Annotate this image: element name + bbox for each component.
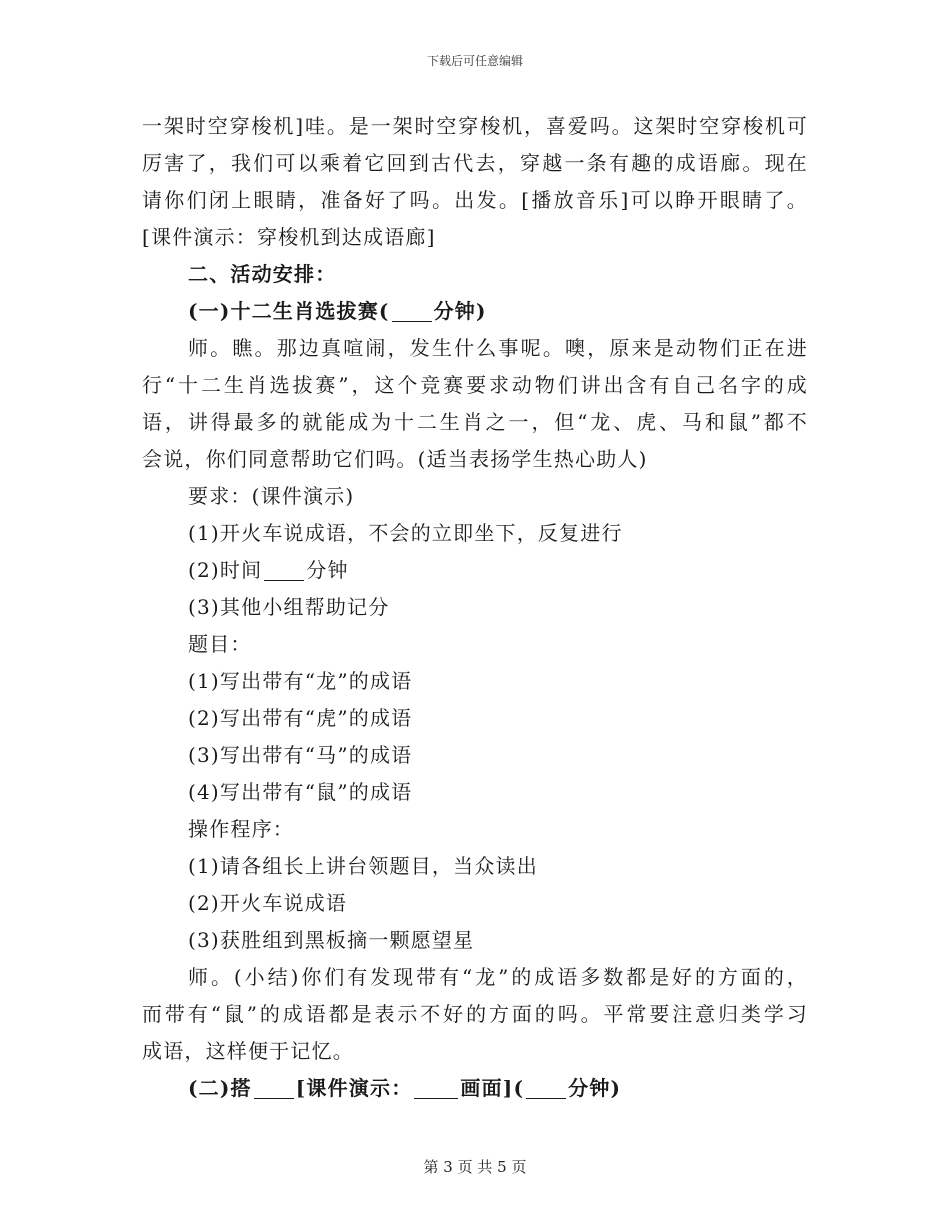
heading-text: (一)十二生肖选拔赛( bbox=[188, 299, 390, 323]
paragraph-line: 行“十二生肖选拔赛”，这个竞赛要求动物们讲出含有自己名字的成 bbox=[142, 373, 808, 397]
paragraph-line: 请你们闭上眼睛，准备好了吗。出发。[播放音乐]可以睁开眼睛了。 bbox=[142, 188, 808, 212]
paragraph-line: 会说，你们同意帮助它们吗。(适当表扬学生热心助人) bbox=[142, 447, 648, 471]
paragraph-line: 师。瞧。那边真喧闹，发生什么事呢。噢，原来是动物们正在进 bbox=[188, 336, 808, 360]
list-item: (1)请各组长上讲台领题目，当众读出 bbox=[188, 854, 538, 878]
list-item: (4)写出带有“鼠”的成语 bbox=[188, 780, 413, 804]
section-heading: 二、活动安排： bbox=[188, 262, 337, 286]
paragraph-line: 一架时空穿梭机]哇。是一架时空穿梭机，喜爱吗。这架时空穿梭机可 bbox=[142, 114, 808, 138]
list-item: (3)其他小组帮助记分 bbox=[188, 595, 390, 619]
list-item: (3)获胜组到黑板摘一颗愿望星 bbox=[188, 928, 475, 952]
list-item: (1)写出带有“龙”的成语 bbox=[188, 669, 413, 693]
list-item: (2)写出带有“虎”的成语 bbox=[188, 706, 413, 730]
paragraph-line: 成语，这样便于记忆。 bbox=[142, 1039, 354, 1063]
paragraph-line: 师。(小结)你们有发现带有“龙”的成语多数都是好的方面的， bbox=[188, 965, 808, 989]
document-body bbox=[142, 108, 808, 1107]
fill-blank bbox=[264, 558, 304, 581]
list-item-text: 分钟 bbox=[306, 558, 349, 582]
list-item: (2)开火车说成语 bbox=[188, 891, 348, 915]
paragraph-line: 而带有“鼠”的成语都是表示不好的方面的吗。平常要注意归类学习 bbox=[142, 1002, 808, 1026]
paragraph-line: 语，讲得最多的就能成为十二生肖之一，但“龙、虎、马和鼠”都不 bbox=[142, 410, 808, 434]
page-footer: 第 3 页 共 5 页 bbox=[423, 1158, 527, 1176]
subsection-heading-1 bbox=[142, 293, 808, 330]
fill-blank bbox=[414, 1076, 458, 1099]
fill-blank bbox=[254, 1076, 294, 1099]
requirements-label: 要求：(课件演示) bbox=[188, 484, 355, 508]
fill-blank bbox=[392, 299, 432, 322]
page-header: 下载后可任意编辑 bbox=[426, 54, 523, 68]
heading-text: (二)搭 bbox=[188, 1076, 252, 1100]
list-item bbox=[142, 552, 808, 589]
heading-text: 分钟) bbox=[433, 299, 487, 323]
fill-blank bbox=[526, 1076, 566, 1099]
paragraph-line: [课件演示：穿梭机到达成语廊] bbox=[142, 225, 436, 249]
paragraph-line: 厉害了，我们可以乘着它回到古代去，穿越一条有趣的成语廊。现在 bbox=[142, 151, 808, 175]
procedure-label: 操作程序： bbox=[188, 817, 294, 841]
subsection-heading-2 bbox=[142, 1070, 808, 1107]
heading-text: 画面]( bbox=[460, 1076, 525, 1100]
topics-label: 题目： bbox=[188, 632, 252, 656]
list-item: (3)写出带有“马”的成语 bbox=[188, 743, 413, 767]
heading-text: [课件演示： bbox=[295, 1076, 413, 1100]
heading-text: 分钟) bbox=[568, 1076, 622, 1100]
list-item-text: (2)时间 bbox=[188, 558, 263, 582]
list-item: (1)开火车说成语，不会的立即坐下，反复进行 bbox=[188, 521, 623, 545]
